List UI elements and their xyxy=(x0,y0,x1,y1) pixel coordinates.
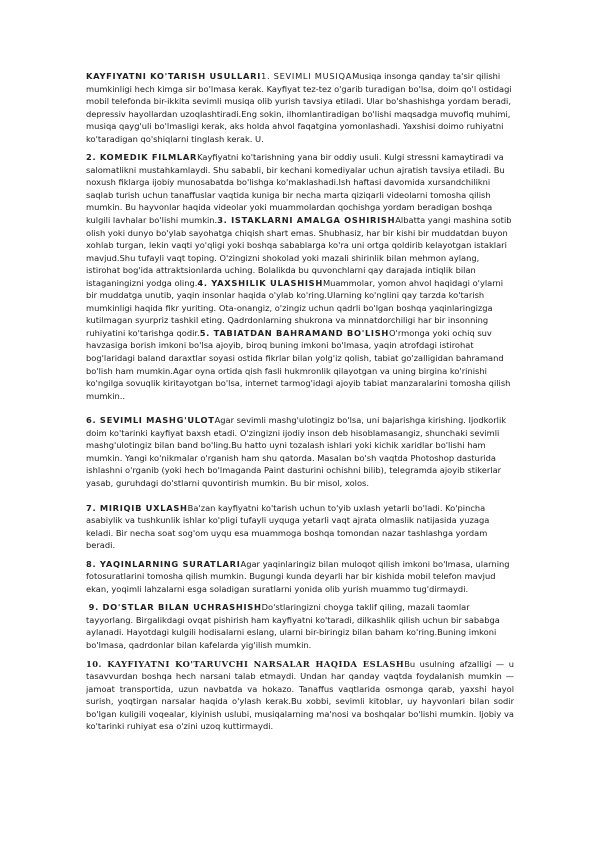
document-page xyxy=(86,70,514,739)
paragraph-section-6 xyxy=(86,414,514,489)
section-heading: 8. YAQINLARNING SURATLARI xyxy=(86,558,241,569)
section-heading: 4. YAXSHILIK ULASHISH xyxy=(197,277,323,288)
section-text: Musiqa insonga qanday ta'sir qilishi mumkinligi hech kimga sir bo'lmasa kerak. Kayfiyat tez-tez o'garib turadigan bo'lsa, doim qo'l ostidagi mobil telefonda bir-ikkita sevimli musiqa olib yurish tavsiya etiladi. Ular bo'shashishga yordam beradi, depressiv hayollardan uzoqlashtiradi.Eng sokin, ilhomlantiradigan bo'lishi maqsadga muvofiq muhimi, musiqa qayg'uli bo'lmasligi kerak, aks holda ahvol faqatgina yomonlashadi. Yaxshisi doimo ruhiyatni ko'taradigan qo'shiqlarni tinglash kerak. U. xyxy=(86,71,512,144)
paragraph-section-8 xyxy=(86,558,514,596)
section-heading: 10. KAYFIYATNI KO'TARUVCHI NARSALAR HAQIDA ESLASH xyxy=(86,658,405,669)
document-title: KAYFIYATNI KO'TARISH USULLARI xyxy=(86,71,261,81)
section-text: Muammolar, yomon ahvol haqidagi o'ylarni bir muddatga unutib, yaqin insonlar haqida o'ylab ko'ring.Ularning ko'nglini qay tarzda ko'tarish mumkinligi haqida fikr yuriting. Ota-onangiz, o'zingiz uchun qadrli bo'lgan boshqa yaqinlaringizga kutilmagan syurpriz tashkil eting. Qadrdonlarning shukrona va minnatdorchiligi har bir insonning ruhiyatini ko'tarishga qodir. xyxy=(86,277,504,338)
section-heading: 1. SEVIMLI MUSIQA xyxy=(260,71,353,81)
paragraph-section-10 xyxy=(86,658,514,733)
paragraph-intro xyxy=(86,70,514,145)
section-text: Do'stlaringizni choyga taklif qiling, mazali taomlar tayyorlang. Birgalikdagi ovqat pishirish ham kayfiyatni ko'taradi, dilkashlik qilish uchun bir sababga aylanadi. Hayotdagi kulgili hodisalarni eslang, ularni bir-biringiz bilan baham ko'ring.Buning imkoni bo'lmasa, qadrdonlar bilan kafelarda yig'ilish mumkin. xyxy=(86,602,500,650)
section-heading: 6. SEVIMLI MASHG'ULOT xyxy=(86,415,215,426)
section-text: Bu usulning afzalligi — u tasavvurdan boshqa hech narsani talab etmaydi. Undan har qanday vaqtda foydalanish mumkin — jamoat transportida, uzun navbatda va hokazo. Tanaffus vaqtlarida osmonga qarab, yaxshi hayol surish, yoqtirgan narsalar haqida o'ylash kerak.Bu xobbi, sevimli kitoblar, uy hayvonlari bilan sodir bo'lgan kuligili voqealar, kiyinish uslubi, musiqalarning ma'nosi va boshqalar bo'lishi mumkin. Ijobiy va ko'tarinki ruhiyat esa o'zini uzoq kuttirmaydi. xyxy=(86,658,514,732)
section-heading: 9. DO'STLAR BILAN UCHRASHISH xyxy=(88,602,262,613)
section-text: Agar sevimli mashg'ulotingiz bo'lsa, uni bajarishga kirishing. Ijodkorlik doim ko'tarinki kayfiyat baxsh etadi. O'zingizni ijodiy inson deb hisoblamasangiz, shunchaki sevimli mashg'ulotingiz bilan band bo'ling.Bu hatto uyni tozalash ishlari yoki kichik xaridlar bo'lishi ham mumkin. Yangi ko'nikmalar o'rganish ham shu qatorda. Masalan bo'sh vaqtda Photoshop dasturida ishlashni o'rganib (yoki hech bo'lmaganda Paint dasturini ochishni bilib), telegramda ajoyib stikerlar yasab, guruhdagi do'stlarni quvontirish mumkin. Bu bir misol, xolos. xyxy=(86,415,507,488)
section-text: Albatta yangi mashina sotib olish yoki dunyo bo'ylab sayohatga chiqish shart emas. Shubhasiz, har bir kishi bir muddatdan buyon xohlab turgan, lekin vaqti yo'qligi yoki boshqa sabablarga ko'ra uni ortga qoldirib kelayotgan istaklari mavjud.Shu tufayli vaqt toping. O'zingizni shokolad yoki mazali shirinlik bilan mehmon aylang, istirohat bog'ida attraktsionlarda uching. Bolalikda bu quvonchlarni qay darajada intiqlik bilan istaganingizni yodga oling. xyxy=(86,215,512,288)
section-text: Ba'zan kayfiyatni ko'tarish uchun to'yib uxlash yetarli bo'ladi. Ko'pincha asabiylik va tushkunlik ishlar ko'pligi tufayli uyquga yetarli vaqt ajrata olmaslik natijasida yuzaga keladi. Bir necha soat sog'om uyqu esa muammoga boshqa tomondan nazar tashlashga yordam beradi. xyxy=(86,502,490,551)
paragraph-section-7 xyxy=(86,502,514,552)
section-heading: 2. KOMEDIK FILMLAR xyxy=(86,152,198,163)
section-heading: 7. MIRIQIB UXLASH xyxy=(86,502,188,513)
section-heading: 5. TABIATDAN BAHRAMAND BO'LISH xyxy=(199,327,390,338)
section-heading: 3. ISTAKLARNI AMALGA OSHIRISH xyxy=(217,215,396,226)
section-text: Agar yaqinlaringiz bilan muloqot qilish imkoni bo'lmasa, ularning fotosuratlarini tomosha qilish mumkin. Bugungi kunda deyarli har bir kishida mobil telefon mavjud ekan, yoqimli lahzalarni esga soladigan suratlarni yonida olib yurish muammo tug'dirmaydi. xyxy=(86,558,510,594)
section-text: Kayfiyatni ko'tarishning yana bir oddiy usuli. Kulgi stressni kamaytiradi va salomatlikni mustahkamlaydi. Shu sababli, bir kechani komediyalar uchun ajratish tavsiya etiladi. Bu noxush fiklarga ijobiy munosabatda bo'lishga ko'maklashadi.Ish haftasi davomida xursandchilikni saqlab turish uchun tanaffuslar vaqtida kuniga bir necha marta qiziqarli videolarni tomosha qilish mumkin. Bu hayvonlar haqida videolar yoki muammolardan qochishga yordam beradigan boshqa kulgili lavhalar bo'lishi mumkin. xyxy=(86,152,505,226)
paragraph-group xyxy=(86,151,514,402)
section-text: O'rmonga yoki ochiq suv havzasiga borish imkoni bo'lsa ajoyib, biroq buning imkoni bo'lmasa, yaqin atrofdagi istirohat bog'laridagi baland daraxtlar soyasi ostida fikrlar bilan yolg'iz qolish, tabiat go'zalligidan bahramand bo'lish ham mumkin.Agar oyna ortida qish fasli hukmronlik qilayotgan va uning birgina ko'rinishi ko'ngilga sovuqlik kiritayotgan bo'lsa, internet tarmog'idagi ajoyib tabiat manzaralarini tomosha qilish mumkin.. xyxy=(86,327,511,401)
paragraph-section-9 xyxy=(86,601,514,651)
